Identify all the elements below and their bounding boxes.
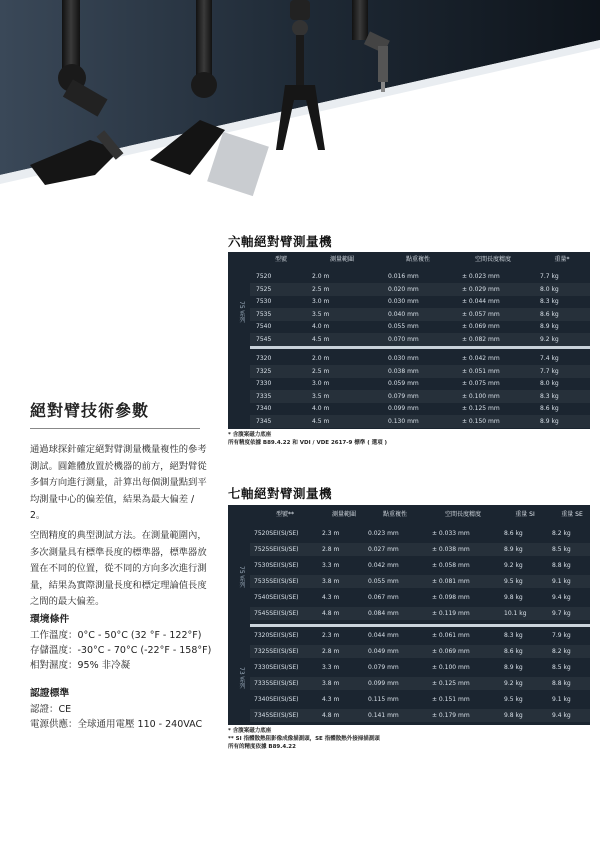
table-cell: 9.2 kg xyxy=(540,335,559,343)
table-cell: 7335 xyxy=(256,392,272,400)
table-row xyxy=(250,402,590,415)
table-cell: 0.130 mm xyxy=(388,417,419,425)
table-cell: 10.1 kg xyxy=(504,610,527,617)
table-cell: 7325SEI(SI/SE) xyxy=(254,648,299,655)
table-cell: 8.9 kg xyxy=(504,546,523,553)
table-cell: ± 0.057 mm xyxy=(462,310,500,318)
table-row xyxy=(250,377,590,390)
table-cell: 3.5 m xyxy=(312,392,330,400)
footnote: * 含腹案磁力底座 xyxy=(228,432,272,438)
table-cell: 8.6 kg xyxy=(540,405,559,412)
table-cell: 7525SEI(SI/SE) xyxy=(254,546,299,553)
group-label xyxy=(230,354,246,429)
table-cell: 7.9 kg xyxy=(552,632,571,639)
table-cell: ± 0.051 mm xyxy=(462,367,500,375)
group-label: 75 系列 xyxy=(238,301,245,323)
table-row xyxy=(250,693,590,706)
table-cell: 7535SEI(SI/SE) xyxy=(254,578,299,585)
table-cell: 4.3 m xyxy=(322,696,340,703)
table-cell: 2.5 m xyxy=(312,285,330,293)
table-cell: 8.8 kg xyxy=(552,680,571,687)
table-row xyxy=(250,295,590,308)
table-cell: ± 0.100 mm xyxy=(462,392,500,400)
table-cell: ± 0.081 mm xyxy=(432,578,470,585)
table-cell: 4.8 m xyxy=(322,610,340,617)
table-cell: ± 0.150 mm xyxy=(462,417,500,425)
table-cell: 0.027 mm xyxy=(368,546,399,553)
table-cell: ± 0.125 mm xyxy=(462,405,500,412)
table-cell: ± 0.082 mm xyxy=(462,335,500,343)
six-axis-footnotes xyxy=(228,431,387,447)
table-body xyxy=(250,527,590,727)
table-body xyxy=(250,270,590,430)
table-cell: 8.3 kg xyxy=(540,298,559,305)
table-header xyxy=(250,252,590,266)
table-cell: 2.3 m xyxy=(322,632,340,639)
table-cell: ± 0.042 mm xyxy=(462,355,500,362)
group-divider xyxy=(250,624,590,627)
table-cell: 7530 xyxy=(256,298,272,305)
table-cell: 0.059 mm xyxy=(388,380,419,387)
cert-line: 電源供應：全球通用電壓 110 - 240VAC xyxy=(30,719,203,730)
table-cell: 7345SEI(SI/SE) xyxy=(254,712,299,719)
column-header: 空間長度精度 xyxy=(474,255,511,263)
table-cell: ± 0.125 mm xyxy=(432,680,470,687)
certification-heading: 認證標準 xyxy=(30,688,70,699)
table-cell: 7335SEI(SI/SE) xyxy=(254,680,299,687)
table-cell: ± 0.023 mm xyxy=(462,273,500,280)
table-cell: 8.5 kg xyxy=(552,546,571,553)
table-row xyxy=(250,607,590,620)
column-header: 測量範圍 xyxy=(329,255,354,263)
table-cell: 7520SEI(SI/SE) xyxy=(254,530,299,537)
table-cell: 3.0 m xyxy=(312,380,330,387)
table-cell: 8.9 kg xyxy=(540,417,559,425)
table-cell: 8.6 kg xyxy=(540,310,559,318)
table-cell: 0.079 mm xyxy=(388,392,419,400)
column-header: 空間長度精度 xyxy=(444,510,481,518)
table-cell: 7340SEI(SI/SE) xyxy=(254,696,299,703)
table-cell: 7320 xyxy=(256,355,272,362)
table-cell: 2.0 m xyxy=(312,355,330,362)
table-cell: 2.0 m xyxy=(312,273,330,280)
table-cell: 8.9 kg xyxy=(540,323,559,330)
table-row xyxy=(250,543,590,556)
table-row xyxy=(250,591,590,604)
table-cell: 0.030 mm xyxy=(388,355,419,362)
table-cell: 0.038 mm xyxy=(388,367,419,375)
table-cell: 8.3 kg xyxy=(540,392,559,400)
cert-line: 認證：CE xyxy=(30,704,72,715)
table-row xyxy=(250,575,590,588)
table-cell: 7320SEI(SI/SE) xyxy=(254,632,299,639)
table-cell: ± 0.069 mm xyxy=(432,648,470,655)
table-cell: 9.8 kg xyxy=(504,594,523,601)
table-cell: 4.8 m xyxy=(322,712,340,719)
table-cell: 0.084 mm xyxy=(368,610,399,617)
table-cell: 0.055 mm xyxy=(368,578,399,585)
table-cell: ± 0.038 mm xyxy=(432,546,470,553)
table-cell: 0.040 mm xyxy=(388,310,419,318)
table-cell: 9.2 kg xyxy=(504,680,523,687)
group-label: 75 系列 xyxy=(238,565,245,588)
repeatability-description: 通過球探針確定絕對臂測量機量複性的參考測試。圓錐體放置於機器的前方，絕對臂從多個方向進行測量，計算出每個測量點到平均測量中心的偏差值，結果為最大偏差 / 2。 xyxy=(30,444,207,521)
table-cell: 8.0 kg xyxy=(540,285,559,293)
table-cell: 0.070 mm xyxy=(388,335,419,343)
table-row xyxy=(250,320,590,333)
table-cell: 7325 xyxy=(256,367,272,375)
footnote: 所有的精度依據 B89.4.22 xyxy=(228,744,296,750)
table-cell: ± 0.061 mm xyxy=(432,632,470,639)
table-cell: 0.042 mm xyxy=(368,562,399,569)
table-cell: 4.0 m xyxy=(312,405,330,412)
table-cell: 8.5 kg xyxy=(552,664,571,671)
table-cell: 3.3 m xyxy=(322,664,340,671)
hero-image xyxy=(0,0,600,200)
table-cell: 9.1 kg xyxy=(552,578,571,585)
table-row xyxy=(250,390,590,403)
table-row xyxy=(250,270,590,283)
table-cell: 0.115 mm xyxy=(368,696,399,703)
environment-heading: 環境條件 xyxy=(30,614,70,625)
table-cell: 0.079 mm xyxy=(368,664,399,671)
env-line: 相對濕度：95% 非冷凝 xyxy=(30,660,131,671)
table-row xyxy=(250,352,590,365)
table-cell: 8.6 kg xyxy=(504,530,523,537)
table-cell: 0.141 mm xyxy=(368,712,399,719)
table-row xyxy=(250,709,590,722)
column-header: 型號** xyxy=(275,510,294,518)
table-cell: ± 0.044 mm xyxy=(462,298,500,305)
table-cell: 4.0 m xyxy=(312,323,330,330)
table-cell: 0.016 mm xyxy=(388,273,419,280)
table-cell: 2.3 m xyxy=(322,530,340,537)
seven-axis-title: 七軸絕對臂測量機 xyxy=(228,486,333,501)
table-cell: 3.5 m xyxy=(312,310,330,318)
table-row xyxy=(250,365,590,378)
table-cell: 3.8 m xyxy=(322,578,340,585)
table-cell: 7540SEI(SI/SE) xyxy=(254,594,299,601)
six-axis-title: 六軸絕對臂測量機 xyxy=(228,234,333,249)
table-cell: 9.8 kg xyxy=(504,712,523,719)
table-cell: 3.0 m xyxy=(312,298,330,305)
table-cell: 8.8 kg xyxy=(552,562,571,569)
table-cell: 2.5 m xyxy=(312,367,330,375)
accuracy-description: 空間精度的典型測試方法。在測量範圍內，多次測量具有標準長度的標準器，標準器放置在不同的位置，從不同的方向多次進行測量，結果為實際測量長度和標定理論值長度之間的最大偏差。 xyxy=(30,530,207,607)
table-cell: 0.023 mm xyxy=(368,530,399,537)
column-header: 重量 SI xyxy=(515,510,535,518)
table-cell: ± 0.033 mm xyxy=(432,530,470,537)
table-row xyxy=(250,333,590,346)
table-cell: 8.0 kg xyxy=(540,380,559,387)
table-row xyxy=(250,527,590,540)
table-row xyxy=(250,629,590,642)
table-row xyxy=(250,645,590,658)
table-cell: 4.5 m xyxy=(312,417,330,425)
table-cell: 0.044 mm xyxy=(368,632,399,639)
seven-axis-footnotes xyxy=(228,727,380,751)
table-row xyxy=(250,661,590,674)
table-cell: 9.5 kg xyxy=(504,696,523,703)
table-cell: 8.3 kg xyxy=(504,632,523,639)
column-header: 點重複性 xyxy=(382,510,407,518)
table-row xyxy=(250,308,590,321)
table-cell: 7520 xyxy=(256,273,272,280)
group-divider xyxy=(250,346,590,349)
table-cell: 9.5 kg xyxy=(504,578,523,585)
table-cell: 3.8 m xyxy=(322,680,340,687)
certification-section xyxy=(30,685,202,732)
table-cell: ± 0.029 mm xyxy=(462,285,500,293)
table-cell: 0.099 mm xyxy=(388,405,419,412)
table-cell: 8.6 kg xyxy=(504,648,523,655)
column-header: 測量範圍 xyxy=(331,510,356,518)
table-cell: 4.3 m xyxy=(322,594,340,601)
table-cell: ± 0.100 mm xyxy=(432,664,470,671)
column-header: 重量* xyxy=(554,255,570,263)
table-row xyxy=(250,415,590,428)
table-cell: 8.9 kg xyxy=(504,664,523,671)
table-cell: 7.4 kg xyxy=(540,355,559,362)
group-label: 73 系列 xyxy=(238,666,245,689)
table-cell: 7330 xyxy=(256,380,272,387)
table-cell: ± 0.075 mm xyxy=(462,380,500,387)
table-cell: 8.2 kg xyxy=(552,648,571,655)
footnote: 所有精度依據 B89.4.22 和 VDI / VDE 2617-9 標準 ( 選項 ) xyxy=(228,440,388,446)
table-cell: 7525 xyxy=(256,285,272,293)
table-cell: ± 0.151 mm xyxy=(432,696,470,703)
table-cell: 7540 xyxy=(256,323,272,330)
table-cell: 7345 xyxy=(256,417,272,425)
table-cell: 0.067 mm xyxy=(368,594,399,601)
table-cell: 0.030 mm xyxy=(388,298,419,305)
column-header: 點重複性 xyxy=(405,255,430,263)
table-row xyxy=(250,559,590,572)
table-row xyxy=(250,283,590,296)
heading-divider xyxy=(30,428,200,429)
table-cell: ± 0.179 mm xyxy=(432,712,470,719)
table-cell: 9.2 kg xyxy=(504,562,523,569)
env-line: 存儲溫度：-30°C - 70°C (-22°F - 158°F) xyxy=(30,645,212,656)
table-cell: ± 0.058 mm xyxy=(432,562,470,569)
table-cell: 7.7 kg xyxy=(540,273,559,280)
table-cell: 2.8 m xyxy=(322,546,340,553)
table-cell: 0.049 mm xyxy=(368,648,399,655)
table-cell: ± 0.119 mm xyxy=(432,610,470,617)
column-header: 型號 xyxy=(274,255,287,263)
table-cell: 0.055 mm xyxy=(388,323,419,330)
column-header: 重量 SE xyxy=(561,510,583,518)
table-cell: 7.7 kg xyxy=(540,367,559,375)
table-cell: 9.4 kg xyxy=(552,712,571,719)
seven-axis-table xyxy=(228,505,590,725)
env-line: 工作溫度：0°C - 50°C (32 °F - 122°F) xyxy=(30,630,202,641)
table-cell: 8.2 kg xyxy=(552,530,571,537)
footnote: ** SI 指體散熱阻影像成像描測頭，SE 指體散熱外接掃描測頭 xyxy=(228,736,380,742)
footnote: * 含腹案磁力底座 xyxy=(228,728,272,734)
table-header xyxy=(250,505,590,523)
table-cell: ± 0.098 mm xyxy=(432,594,470,601)
table-cell: 7530SEI(SI/SE) xyxy=(254,562,299,569)
table-cell: 4.5 m xyxy=(312,335,330,343)
table-cell: 7545 xyxy=(256,335,272,343)
six-axis-table xyxy=(228,252,590,429)
table-cell: 3.3 m xyxy=(322,562,340,569)
table-cell: 9.1 kg xyxy=(552,696,571,703)
table-cell: 7330SEI(SI/SE) xyxy=(254,664,299,671)
table-cell: 9.4 kg xyxy=(552,594,571,601)
table-cell: 0.020 mm xyxy=(388,285,419,293)
table-cell: 7340 xyxy=(256,405,272,412)
table-cell: 2.8 m xyxy=(322,648,340,655)
table-row xyxy=(250,677,590,690)
environment-section xyxy=(30,611,211,673)
table-cell: 9.7 kg xyxy=(552,610,571,617)
table-cell: 7535 xyxy=(256,310,272,318)
specs-heading: 絕對臂技術參數 xyxy=(30,401,150,420)
table-cell: 0.099 mm xyxy=(368,680,399,687)
table-cell: 7545SEI(SI/SE) xyxy=(254,610,299,617)
table-cell: ± 0.069 mm xyxy=(462,323,500,330)
